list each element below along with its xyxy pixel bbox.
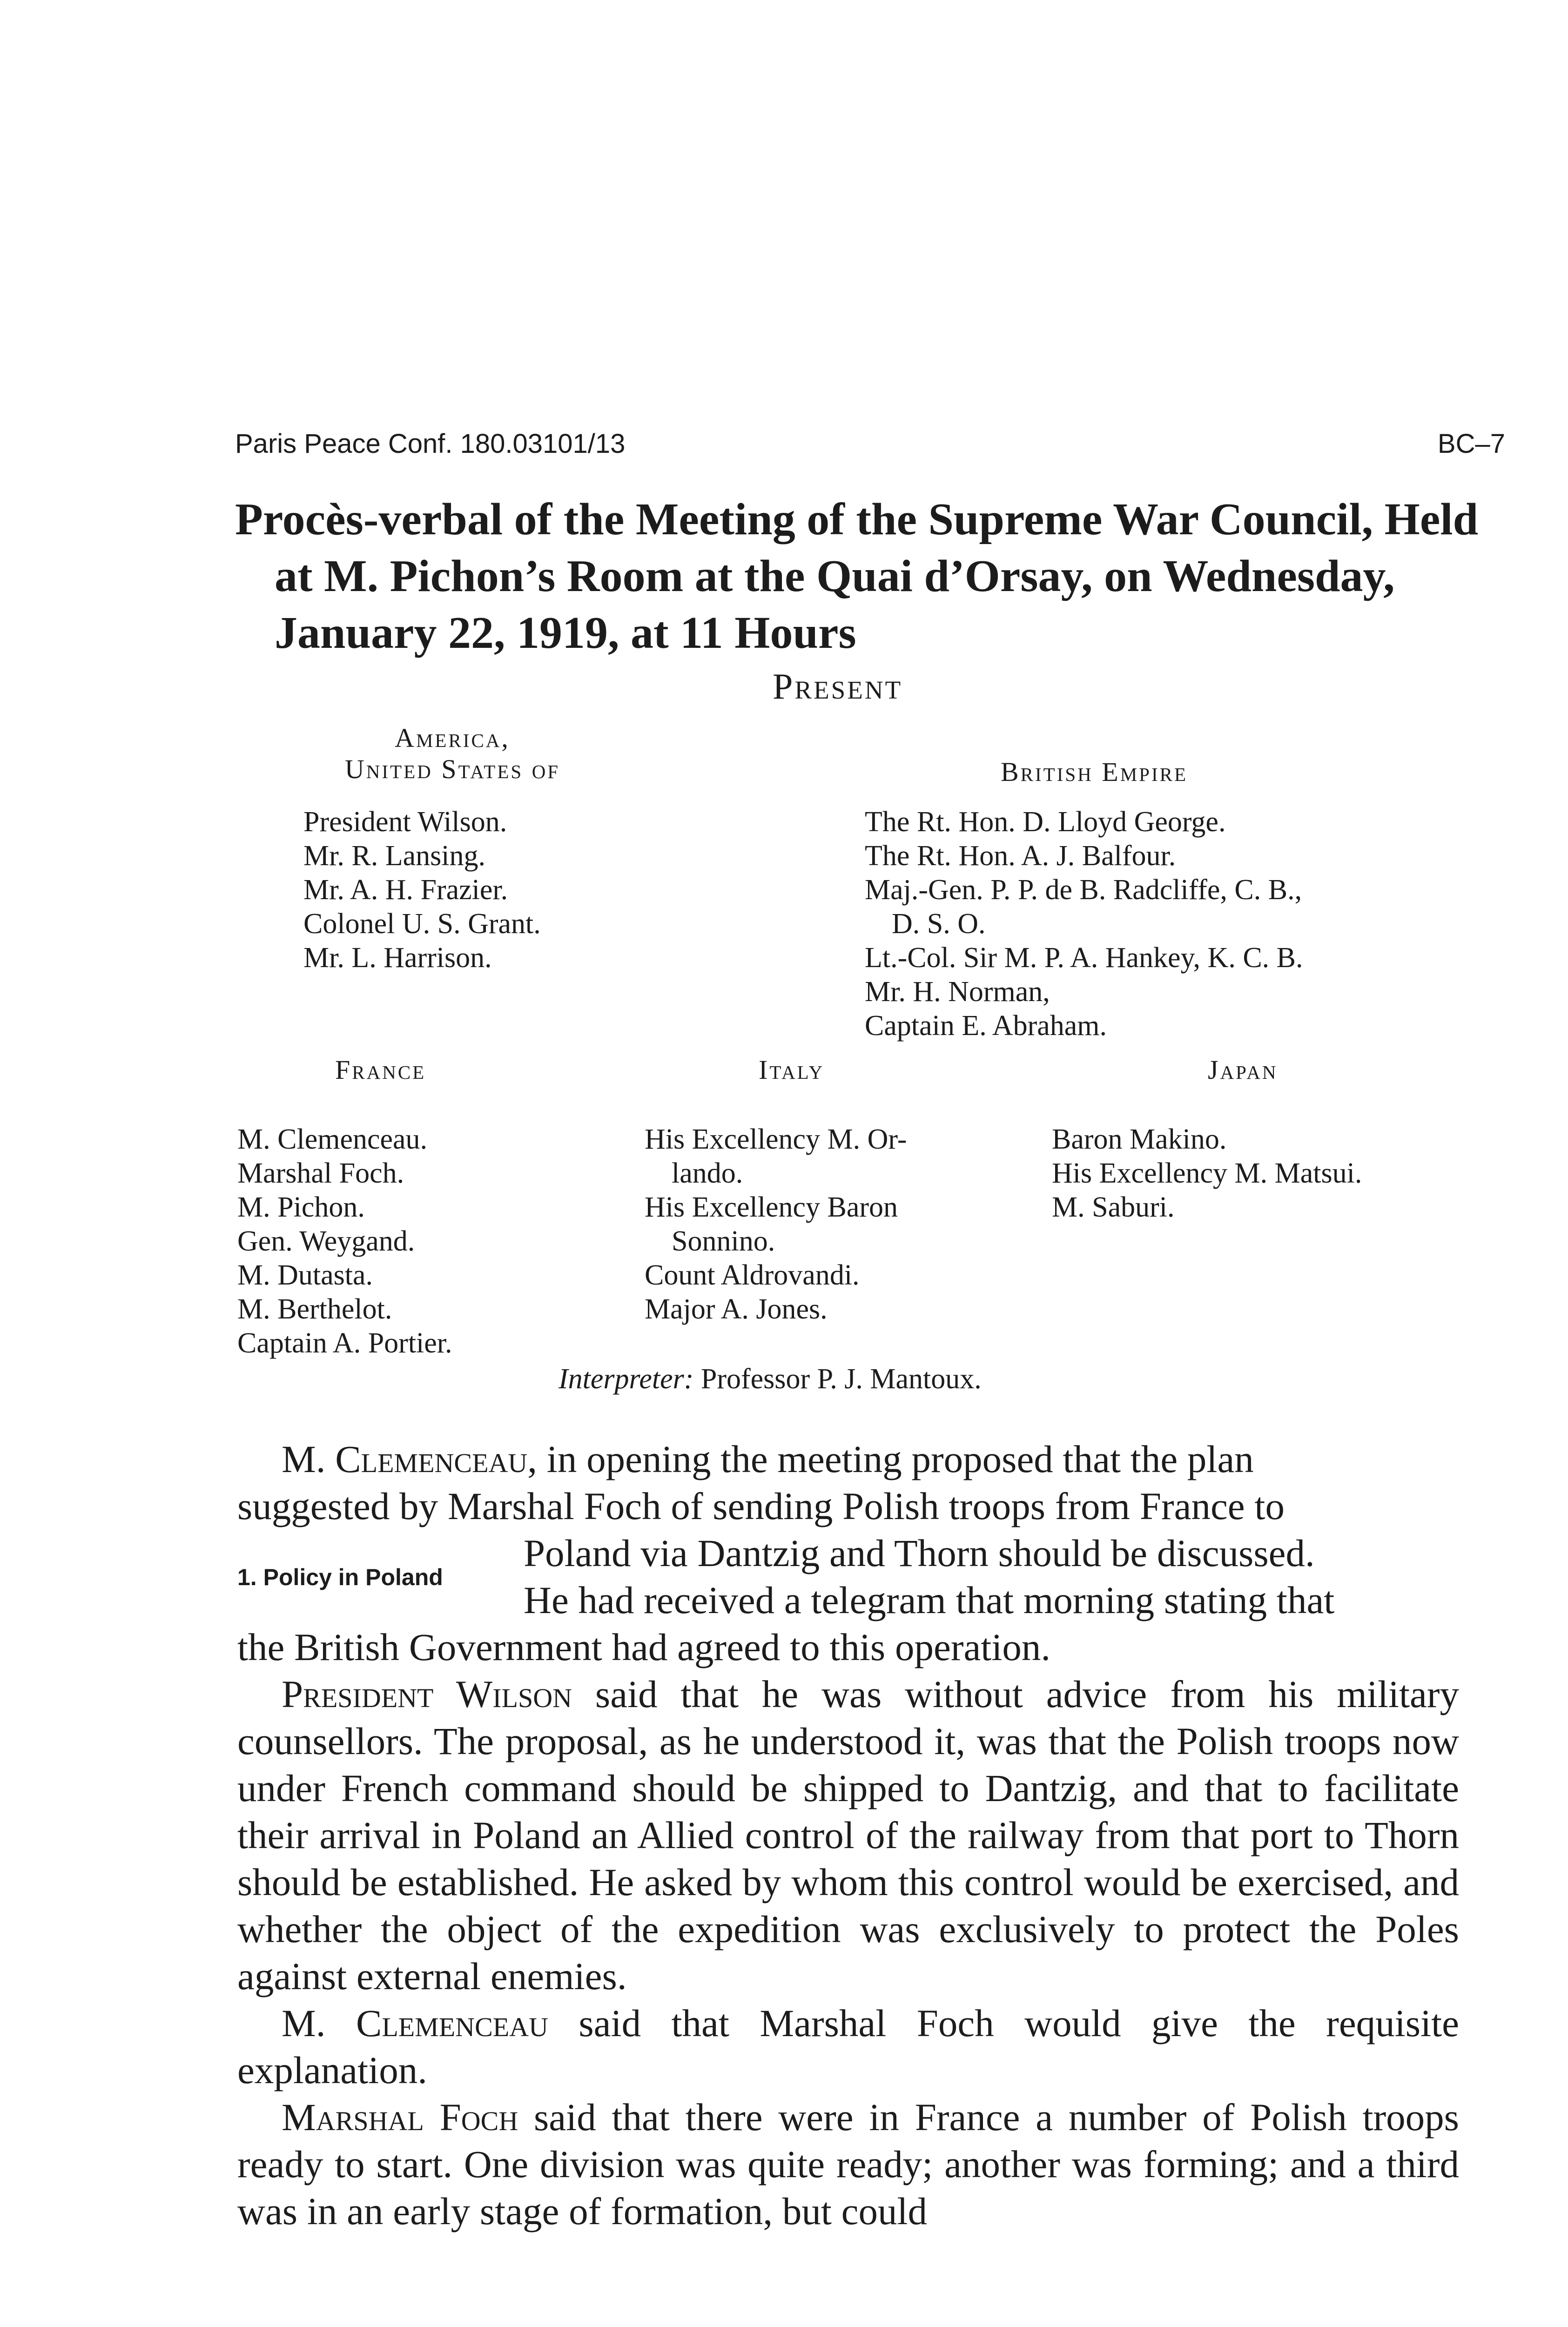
- interpreter-line: [559, 1363, 982, 1396]
- file-reference: Paris Peace Conf. 180.03101/13: [235, 429, 626, 459]
- paragraph-1-line-2: suggested by Marshal Foch of sending Polish troops from France to: [237, 1485, 1285, 1527]
- member-continuation: lando.: [672, 1157, 743, 1189]
- member: M. Pichon.: [237, 1191, 365, 1223]
- member: M. Saburi.: [1052, 1191, 1175, 1223]
- paragraph-4: [237, 2094, 1459, 2235]
- member: Mr. A. H. Frazier.: [303, 874, 508, 906]
- member: Major A. Jones.: [645, 1293, 828, 1325]
- paragraph-text: said that Marshal Foch would give the requisite explanation.: [237, 2002, 1459, 2092]
- america-heading-line-2: United States of: [344, 754, 560, 784]
- page-title: [235, 491, 1510, 661]
- america-heading: [303, 722, 601, 785]
- speaker: M. Clemenceau: [282, 2002, 548, 2045]
- member: Lt.-Col. Sir M. P. A. Hankey, K. C. B.: [865, 942, 1303, 974]
- title-line-3: January 22, 1919, at 11 Hours: [275, 608, 856, 658]
- member: Baron Makino.: [1052, 1123, 1227, 1155]
- member: Colonel U. S. Grant.: [303, 908, 541, 940]
- title-line-2: at M. Pichon’s Room at the Quai d’Orsay, on Wednesday,: [275, 551, 1395, 601]
- member: Mr. R. Lansing.: [303, 840, 485, 872]
- member: The Rt. Hon. D. Lloyd George.: [865, 806, 1226, 838]
- member-continuation: Sonnino.: [672, 1225, 775, 1257]
- member: M. Clemenceau.: [237, 1123, 428, 1155]
- interpreter-label: Interpreter:: [559, 1363, 694, 1395]
- member: M. Berthelot.: [237, 1293, 392, 1325]
- paragraph-1-line-3: Poland via Dantzig and Thorn should be discussed.: [524, 1532, 1315, 1574]
- france-heading: France: [335, 1055, 426, 1085]
- margin-note: 1. Policy in Poland: [237, 1564, 443, 1590]
- body-continued: [237, 1671, 1459, 2235]
- member: His Excellency Baron: [645, 1191, 898, 1223]
- paragraph-text: in opening the meeting proposed that the plan: [537, 1438, 1254, 1480]
- member: Captain E. Abraham.: [865, 1010, 1107, 1042]
- speaker: Marshal Foch: [282, 2096, 518, 2139]
- america-heading-line-1: America,: [395, 723, 510, 753]
- japan-members: [1052, 1123, 1362, 1224]
- italy-heading: Italy: [759, 1055, 825, 1085]
- british-heading: British Empire: [1001, 757, 1188, 787]
- paragraph-1-line-4: He had received a telegram that morning stating that: [524, 1579, 1335, 1621]
- member: Marshal Foch.: [237, 1157, 404, 1189]
- member: Mr. L. Harrison.: [303, 942, 492, 974]
- member: Captain A. Portier.: [237, 1327, 452, 1359]
- present-heading: Present: [773, 666, 903, 706]
- document-code: BC–7: [1437, 429, 1505, 459]
- paragraph-2: [237, 1671, 1459, 2000]
- america-members: [303, 805, 541, 975]
- member: His Excellency M. Matsui.: [1052, 1157, 1362, 1189]
- speaker: M. Clemenceau,: [282, 1438, 538, 1480]
- paragraph-text: said that there were in France a number of Polish troops ready to start. One division was quite ready; another was forming; and a third was in an early stage of formation, but could: [237, 2096, 1459, 2233]
- japan-heading: Japan: [1208, 1055, 1278, 1085]
- british-members: [865, 805, 1303, 1043]
- speaker: President Wilson: [282, 1673, 572, 1715]
- member-continuation: D. S. O.: [892, 908, 986, 940]
- member: His Excellency M. Or-: [645, 1123, 907, 1155]
- france-members: [237, 1123, 452, 1360]
- paragraph-1-line-5: the British Government had agreed to this operation.: [237, 1626, 1051, 1668]
- member: Gen. Weygand.: [237, 1225, 415, 1257]
- member: Count Aldrovandi.: [645, 1259, 860, 1291]
- member: Mr. H. Norman,: [865, 976, 1050, 1008]
- italy-members: [645, 1123, 907, 1326]
- member: M. Dutasta.: [237, 1259, 373, 1291]
- paragraph-text: said that he was without advice from his military counsellors. The proposal, as he understood it, was that the Polish troops now under French command should be shipped to Dantzig, and that to facilitate their arrival in Poland an Allied control of the railway from that port to Thorn should be established. He asked by whom this control would be exercised, and whether the object of the expedition was exclusively to protect the Poles against external enemies.: [237, 1673, 1459, 1997]
- interpreter-name: Professor P. J. Mantoux.: [700, 1363, 982, 1395]
- paragraph-1: [237, 1436, 1459, 1671]
- paragraph-3: [237, 2000, 1459, 2094]
- member: President Wilson.: [303, 806, 507, 838]
- title-line-1: Procès-verbal of the Meeting of the Supreme War Council, Held: [235, 494, 1479, 545]
- member: Maj.-Gen. P. P. de B. Radcliffe, C. B.,: [865, 874, 1302, 906]
- paragraph-1-line-1: [237, 1436, 1459, 1483]
- member: The Rt. Hon. A. J. Balfour.: [865, 840, 1176, 872]
